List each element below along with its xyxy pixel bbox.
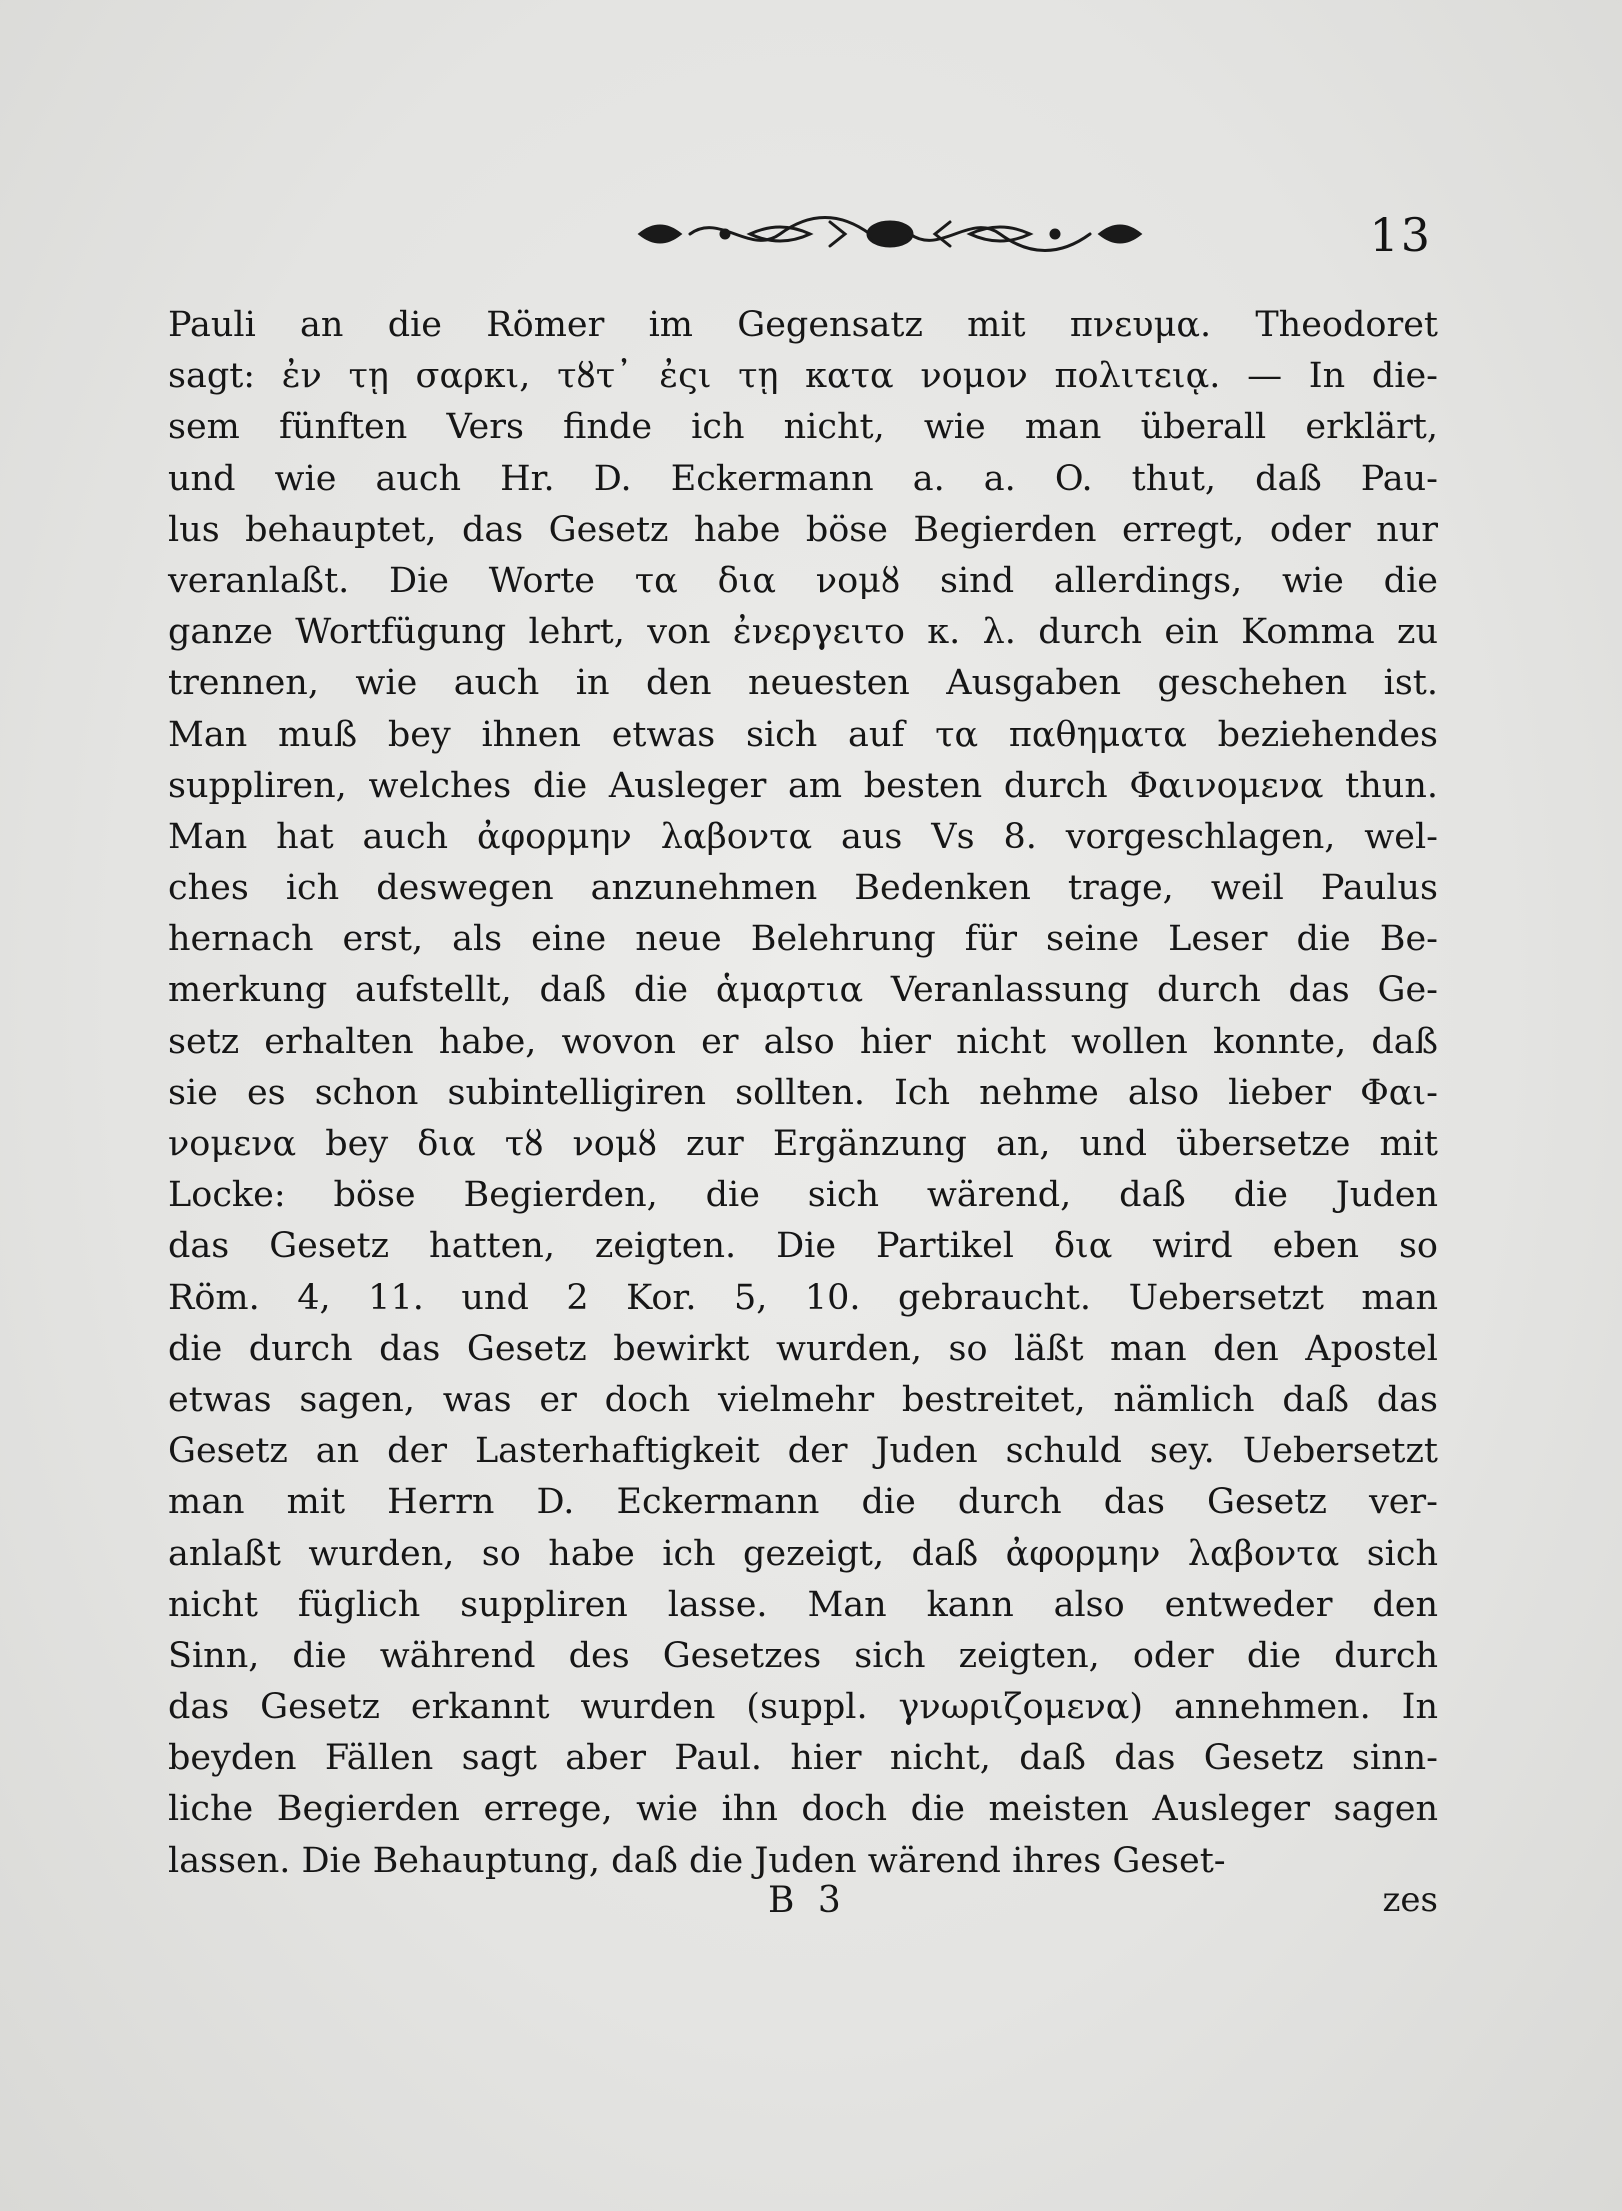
text-line: setz erhalten habe, wovon er also hier nicht wollen konnte, daß [168, 1021, 1438, 1062]
text-line: Röm. 4, 11. und 2 Kor. 5, 10. gebraucht. Uebersetzt man [168, 1277, 1438, 1318]
text-line: hernach erst, als eine neue Belehrung für seine Leser die Be- [168, 919, 1438, 960]
text-line: suppliren, welches die Ausleger am besten durch Φαινομενα thun. [168, 765, 1438, 806]
catchword: zes [1382, 1880, 1438, 1920]
text-line: Sinn, die während des Gesetzes sich zeigten, oder die durch [168, 1635, 1438, 1676]
text-line: νομενα bey δια τȣ νομȣ zur Ergänzung an, und übersetze mit [168, 1124, 1438, 1164]
page-number: 13 [1369, 208, 1432, 262]
text-line: trennen, wie auch in den neuesten Ausgaben geschehen ist. [168, 663, 1438, 704]
text-line: Man muß bey ihnen etwas sich auf τα παθηματα beziehendes [168, 714, 1438, 755]
body-text [168, 300, 1438, 1887]
page-footer [168, 1880, 1438, 1940]
text-line: das Gesetz hatten, zeigten. Die Partikel δια wird eben so [168, 1226, 1438, 1267]
text-line: sem fünften Vers finde ich nicht, wie man überall erklärt, [168, 407, 1438, 448]
text-line: Locke: böse Begierden, die sich wärend, daß die Juden [168, 1175, 1438, 1216]
text-line: sagt: ἐν τῃ σαρκι, τȣτ᾿ ἐςι τῃ κατα νομον πολιτειᾳ. — In die- [168, 356, 1438, 397]
text-line: beyden Fällen sagt aber Paul. hier nicht, daß das Gesetz sinn- [168, 1738, 1438, 1779]
text-line: anlaßt wurden, so habe ich gezeigt, daß ἀφορμην λαβοντα sich [168, 1533, 1438, 1574]
text-line: liche Begierden errege, wie ihn doch die meisten Ausleger sagen [168, 1789, 1438, 1830]
text-line: man mit Herrn D. Eckermann die durch das Gesetz ver- [168, 1482, 1438, 1523]
signature-mark: B 3 [768, 1880, 847, 1921]
text-line: lassen. Die Behauptung, daß die Juden wärend ihres Geset- [168, 1840, 1226, 1881]
text-line: ches ich deswegen anzunehmen Bedenken trage, weil Paulus [168, 868, 1438, 909]
text-line: merkung aufstellt, daß die ἁμαρτια Veranlassung durch das Ge- [168, 970, 1438, 1011]
text-line: sie es schon subintelligiren sollten. Ich nehme also lieber Φαι- [168, 1072, 1438, 1113]
text-line: ganze Wortfügung lehrt, von ἐνεργειτο κ. λ. durch ein Komma zu [168, 612, 1438, 653]
text-line: und wie auch Hr. D. Eckermann a. a. O. thut, daß Pau- [168, 458, 1438, 499]
text-line: veranlaßt. Die Worte τα δια νομȣ sind allerdings, wie die [168, 560, 1438, 601]
text-line: etwas sagen, was er doch vielmehr bestreitet, nämlich daß das [168, 1379, 1438, 1420]
text-line: lus behauptet, das Gesetz habe böse Begierden erregt, oder nur [168, 509, 1438, 550]
text-line: Pauli an die Römer im Gegensatz mit πνευμα. Theodoret [168, 305, 1438, 345]
text-line: Gesetz an der Lasterhaftigkeit der Juden schuld sey. Uebersetzt [168, 1431, 1438, 1472]
text-line: Man hat auch ἀφορμην λαβοντα aus Vs 8. vorgeschlagen, wel- [168, 816, 1438, 857]
text-line: die durch das Gesetz bewirkt wurden, so läßt man den Apostel [168, 1328, 1438, 1369]
text-line: nicht füglich suppliren lasse. Man kann also entweder den [168, 1584, 1438, 1625]
floral-ornament-icon [630, 204, 1150, 264]
text-line: das Gesetz erkannt wurden (suppl. γνωριζομενα) annehmen. In [168, 1687, 1438, 1728]
page-header [160, 200, 1440, 270]
